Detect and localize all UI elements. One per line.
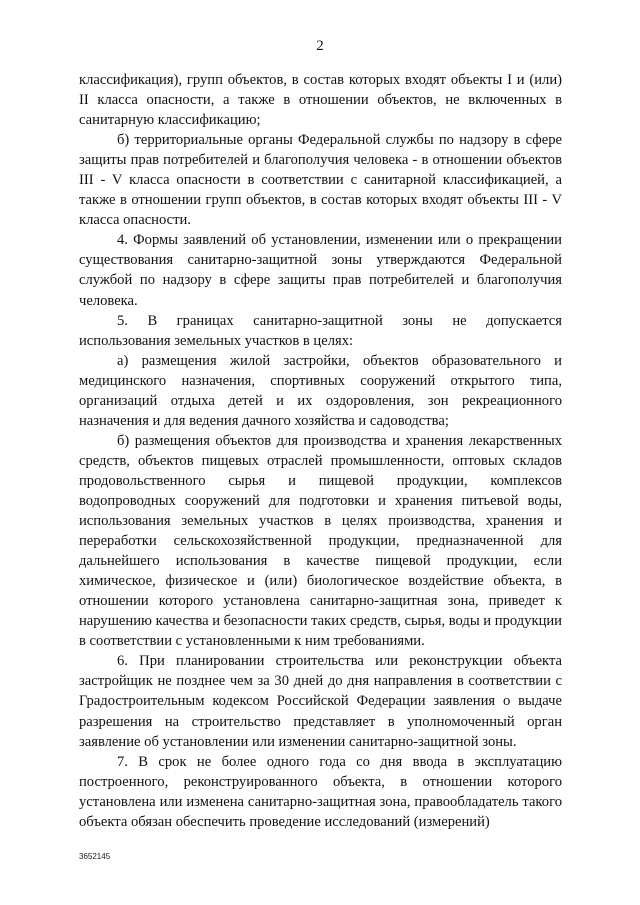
page-number: 2 <box>316 38 324 54</box>
paragraph-continuation: классификация), групп объектов, в состав которых входят объекты I и (или) II класса опасности, а также в отношении объектов, не включенных в санитарную классификацию; <box>79 72 562 129</box>
paragraph-6-planning: 6. При планировании строительства или реконструкции объекта застройщик не позднее чем за 30 дней до дня направления в соответствии с Градостроительным кодексом Российской Федерации заявления о выдаче разрешения на строительство представляет в уполномоченный орган заявление об установлении или изменении санитарно-защитной зоны. <box>79 653 562 750</box>
paragraph-item-b-territorial: б) территориальные органы Федеральной службы по надзору в сфере защиты прав потребителей и благополучия человека - в отношении объектов III - V класса опасности в соответствии с санитарной классификацией, а также в отношении групп объектов, в состав которых входят объекты III - V класса опасности. <box>79 132 562 229</box>
paragraph-5a-residential: а) размещения жилой застройки, объектов образовательного и медицинского назначения, спортивных сооружений открытого типа, организаций отдыха детей и их оздоровления, зон рекреационного назначения и для ведения дачного хозяйства и садоводства; <box>79 352 562 429</box>
paragraph-4-forms: 4. Формы заявлений об установлении, изменении или о прекращении существования санитарно-защитной зоны утверждаются Федеральной службой по надзору в сфере защиты прав потребителей и благополучия человека. <box>79 232 562 309</box>
paragraph-5-restrictions: 5. В границах санитарно-защитной зоны не допускается использования земельных участков в целях: <box>79 312 562 349</box>
paragraph-7-measurements: 7. В срок не более одного года со дня ввода в эксплуатацию построенного, реконструированного объекта, в отношении которого установлена или изменена санитарно-защитная зона, правообладатель такого объекта обязан обеспечить проведение исследований (измерений) <box>79 753 562 830</box>
document-code: 3652145 <box>79 852 111 861</box>
document-body <box>79 70 562 832</box>
paragraph-5b-production: б) размещения объектов для производства и хранения лекарственных средств, объектов пищевых отраслей промышленности, оптовых складов продовольственного сырья и пищевой продукции, комплексов водопроводных сооружений для подготовки и хранения питьевой воды, использования земельных участков в целях производства, хранения и переработки сельскохозяйственной продукции, предназначенной для дальнейшего использования в качестве пищевой продукции, если химическое, физическое и (или) биологическое воздействие объекта, в отношении которого установлена санитарно-защитная зона, приведет к нарушению качества и безопасности таких средств, сырья, воды и продукции в соответствии с установленными к ним требованиями. <box>79 432 562 650</box>
